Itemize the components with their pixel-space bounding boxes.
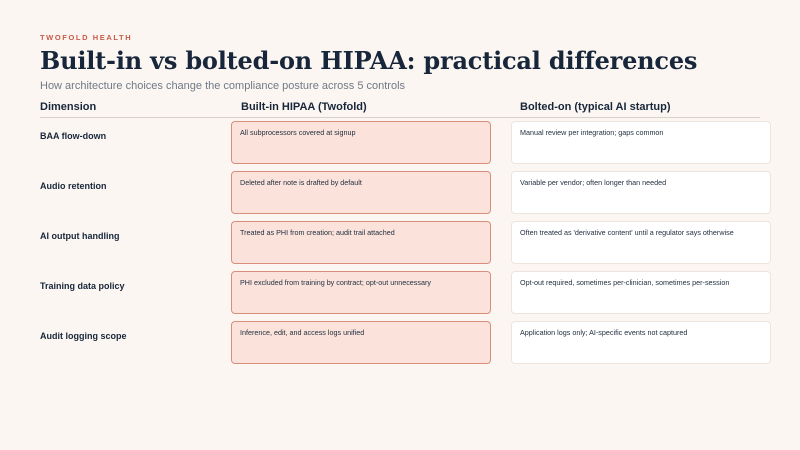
cell-bolted-on-baa-flow-down: Manual review per integration; gaps common <box>511 121 771 164</box>
cell-built-in-audit-logging-scope: Inference, edit, and access logs unified <box>231 321 491 364</box>
row-label-ai-output-handling: AI output handling <box>40 231 120 241</box>
cell-bolted-on-audio-retention: Variable per vendor; often longer than needed <box>511 171 771 214</box>
row-label-training-data-policy: Training data policy <box>40 281 125 291</box>
column-header-built-in: Built-in HIPAA (Twofold) <box>241 101 367 113</box>
cell-bolted-on-training-data-policy: Opt-out required, sometimes per-clinician, sometimes per-session <box>511 271 771 314</box>
cell-bolted-on-ai-output-handling: Often treated as 'derivative content' until a regulator says otherwise <box>511 221 771 264</box>
cell-built-in-audio-retention: Deleted after note is drafted by default <box>231 171 491 214</box>
cell-built-in-baa-flow-down: All subprocessors covered at signup <box>231 121 491 164</box>
page-subtitle: How architecture choices change the compliance posture across 5 controls <box>40 80 406 92</box>
brand-label: TWOFOLD HEALTH <box>40 33 133 42</box>
row-label-baa-flow-down: BAA flow-down <box>40 131 107 141</box>
cell-built-in-ai-output-handling: Treated as PHI from creation; audit trail attached <box>231 221 491 264</box>
cell-bolted-on-audit-logging-scope: Application logs only; AI-specific events not captured <box>511 321 771 364</box>
cell-built-in-training-data-policy: PHI excluded from training by contract; opt-out unnecessary <box>231 271 491 314</box>
page-title: Built-in vs bolted-on HIPAA: practical differences <box>40 46 698 75</box>
column-header-bolted-on: Bolted-on (typical AI startup) <box>520 101 671 113</box>
row-label-audio-retention: Audio retention <box>40 181 107 191</box>
column-header-dimension: Dimension <box>40 101 97 113</box>
row-label-audit-logging-scope: Audit logging scope <box>40 331 127 341</box>
header-divider <box>40 117 760 118</box>
